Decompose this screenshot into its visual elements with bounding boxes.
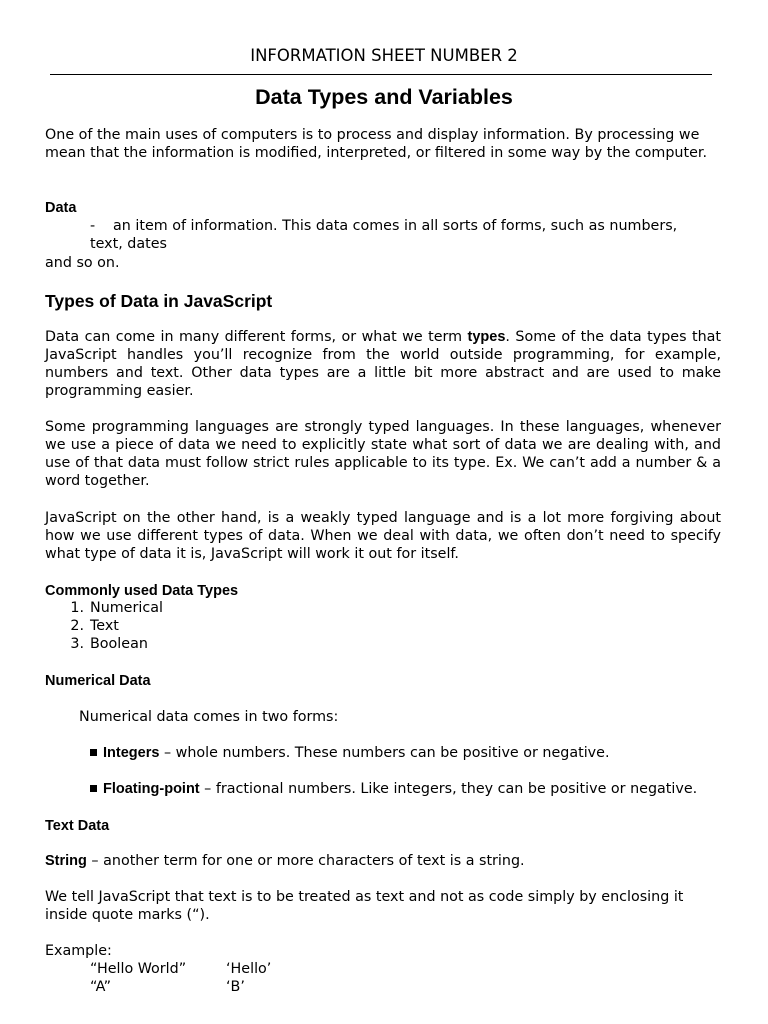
- list-text: Boolean: [90, 636, 148, 652]
- list-number: 1.: [70, 600, 84, 616]
- dash-marker: -: [90, 218, 96, 234]
- list-text: Text: [90, 618, 119, 634]
- types-paragraph-1: [45, 328, 721, 400]
- types-term: types: [467, 329, 506, 345]
- list-number: 3.: [70, 636, 84, 652]
- types-paragraph-3: JavaScript on the other hand, is a weakly typed language and is a lot more forgiving about how we use different types of data. When we deal with data, we often don’t need to specify what type of data it is, JavaScript will work it out for itself.: [45, 510, 721, 562]
- data-definition-line2: text, dates: [90, 236, 167, 252]
- string-definition: [45, 852, 721, 870]
- square-bullet-icon: [90, 785, 97, 792]
- integers-bullet: [90, 744, 750, 762]
- list-text: Numerical: [90, 600, 163, 616]
- numerical-label: Numerical Data: [45, 673, 151, 689]
- square-bullet-icon: [90, 749, 97, 756]
- data-definition-line3: and so on.: [45, 255, 120, 271]
- header-divider: [50, 74, 712, 75]
- data-definition-text: an item of information. This data comes in all sorts of forms, such as numbers,: [113, 218, 678, 234]
- string-term: String: [45, 853, 87, 869]
- page-title: Data Types and Variables: [255, 85, 513, 109]
- integers-term: Integers: [103, 745, 160, 761]
- example-double-quote: “Hello World”: [90, 961, 187, 977]
- list-item: [45, 617, 445, 635]
- list-item: [45, 599, 445, 617]
- example-single-quote: ‘Hello’: [226, 961, 272, 977]
- floating-point-bullet: [90, 780, 750, 798]
- text-data-paragraph: We tell JavaScript that text is to be treated as text and not as code simply by enclosing it inside quote marks (“).: [45, 889, 684, 923]
- text-data-label: Text Data: [45, 818, 110, 834]
- sheet-header: INFORMATION SHEET NUMBER 2: [250, 46, 518, 65]
- types-p1-start: Data can come in many different forms, or what we term: [45, 329, 468, 345]
- common-types-list: [45, 599, 445, 653]
- numerical-intro: Numerical data comes in two forms:: [79, 709, 339, 725]
- list-number: 2.: [70, 618, 84, 634]
- floating-point-description: – fractional numbers. Like integers, they can be positive or negative.: [199, 781, 698, 797]
- types-paragraph-2: Some programming languages are strongly typed languages. In these languages, whenever we use a piece of data we need to explicitly state what sort of data we are dealing with, and use of that data must follow strict rules applicable to its type. Ex. We can’t add a number & a word together.: [45, 419, 721, 489]
- common-types-label: Commonly used Data Types: [45, 583, 239, 599]
- string-description: – another term for one or more characters of text is a string.: [86, 853, 525, 869]
- data-label: Data: [45, 200, 77, 216]
- integers-description: – whole numbers. These numbers can be positive or negative.: [159, 745, 610, 761]
- data-definition-line1: [90, 217, 720, 235]
- example-label: Example:: [45, 943, 112, 959]
- example-single-quote: ‘B’: [226, 979, 245, 995]
- types-heading: Types of Data in JavaScript: [45, 291, 273, 311]
- example-double-quote: “A”: [90, 979, 111, 995]
- list-item: [45, 635, 445, 653]
- types-p1-end: . Some of the data types that JavaScript handles you’ll recognize from the world outside programming, for example, numbers and text. Other data types are a little bit more abstract and are used to make programming easier.: [45, 329, 721, 399]
- intro-paragraph: One of the main uses of computers is to process and display information. By processing we mean that the information is modified, interpreted, or filtered in some way by the computer.: [45, 127, 707, 161]
- floating-point-term: Floating-point: [103, 781, 200, 797]
